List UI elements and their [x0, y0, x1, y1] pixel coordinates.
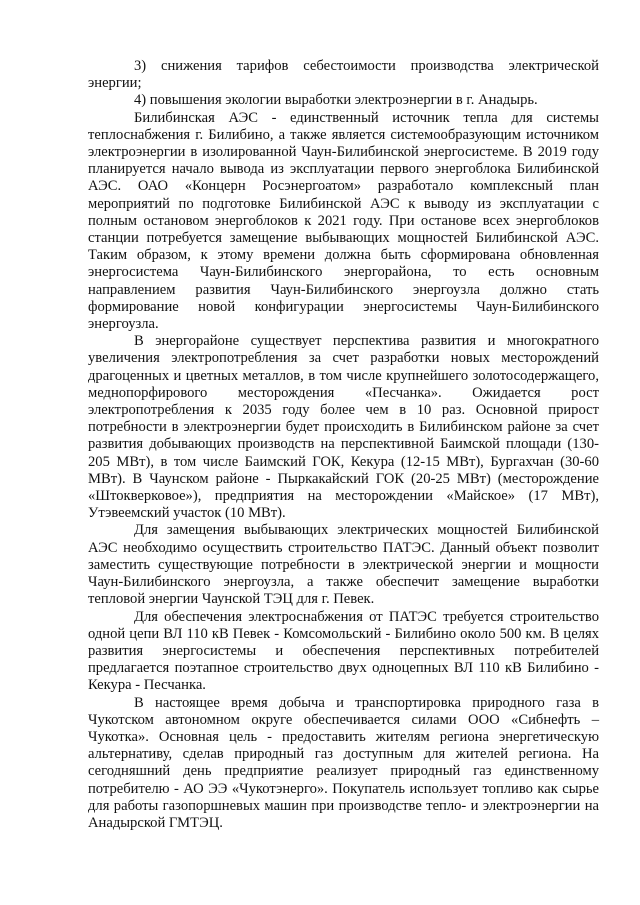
list-item-ecology: 4) повышения экологии выработки электроэнергии в г. Анадырь.	[134, 92, 538, 109]
paragraph-power-lines: Для обеспечения электроснабжения от ПАТЭС требуется строительство одной цепи ВЛ 110 кВ Певек - Комсомольский - Билибино около 500 км. В целях развития энергосистемы и обеспечения перспективных потребителей предлагается поэтапное строительство двух одноцепных ВЛ 110 кВ Билибино - Кекура - Песчанка.	[88, 608, 599, 694]
document-body	[88, 58, 599, 832]
paragraph-natural-gas: В настоящее время добыча и транспортировка природного газа в Чукотском автономном округе обеспечивается силами ООО «Сибнефть – Чукотка». Основная цель - предоставить жителям региона энергетическую альтернативу, сделав природный газ доступным для жителей региона. На сегодняшний день предприятие реализует природный газ единственному потребителю - АО ЭЭ «Чукотэнерго». Покупатель использует топливо как сырье для работы газопоршневых машин при производстве тепло- и электроэнергии на Анадырской ГМТЭЦ.	[88, 694, 599, 831]
paragraph-pates: Для замещения выбывающих электрических мощностей Билибинской АЭС необходимо осуществить строительство ПАТЭС. Данный объект позволит заместить существующие потребности в электрической энергии и мощности Чаун-Билибинского энергоузла, а также обеспечит замещение выработки тепловой энергии Чаунской ТЭЦ для г. Певек.	[88, 522, 599, 608]
paragraph-energy-district: В энергорайоне существует перспектива развития и многократного увеличения электропотребления за счет разработки новых месторождений драгоценных и цветных металлов, в том числе крупнейшего золотосодержащего, меднопорфирового месторождения «Песчанка». Ожидается рост электропотребления к 2035 году более чем в 10 раз. Основной прирост потребности в электроэнергии будет происходить в Билибинском районе за счет развития добывающих производств на перспективной Баимской площади (130-205 МВт), в том числе Баимский ГОК, Кекура (12-15 МВт), Бургахчан (30-60 МВт). В Чаунском районе - Пыркакайский ГОК (20-25 МВт) (месторождение «Штокверковое»), предприятия на месторождении «Майское» (17 МВт), Утэвеемский участок (10 МВт).	[88, 333, 599, 522]
list-item-tariffs: 3) снижения тарифов себестоимости производства электрической энергии;	[88, 58, 599, 92]
paragraph-bilibino-npp: Билибинская АЭС - единственный источник тепла для системы теплоснабжения г. Билибино, а также является системообразующим источником электроэнергии в изолированной Чаун-Билибинской энергосистеме. В 2019 году планируется начало вывода из эксплуатации первого энергоблока Билибинской АЭС. ОАО «Концерн Росэнергоатом» разработало комплексный план мероприятий по подготовке Билибинской АЭС к выводу из эксплуатации с полным остановом энергоблоков к 2021 году. При останове всех энергоблоков станции потребуется замещение выбывающих мощностей Билибинской АЭС. Таким образом, к этому времени должна быть сформирована обновленная энергосистема Чаун-Билибинского энергорайона, то есть основным направлением развития Чаун-Билибинского энергоузла должно стать формирование новой конфигурации энергосистемы Чаун-Билибинского энергоузла.	[88, 109, 599, 333]
